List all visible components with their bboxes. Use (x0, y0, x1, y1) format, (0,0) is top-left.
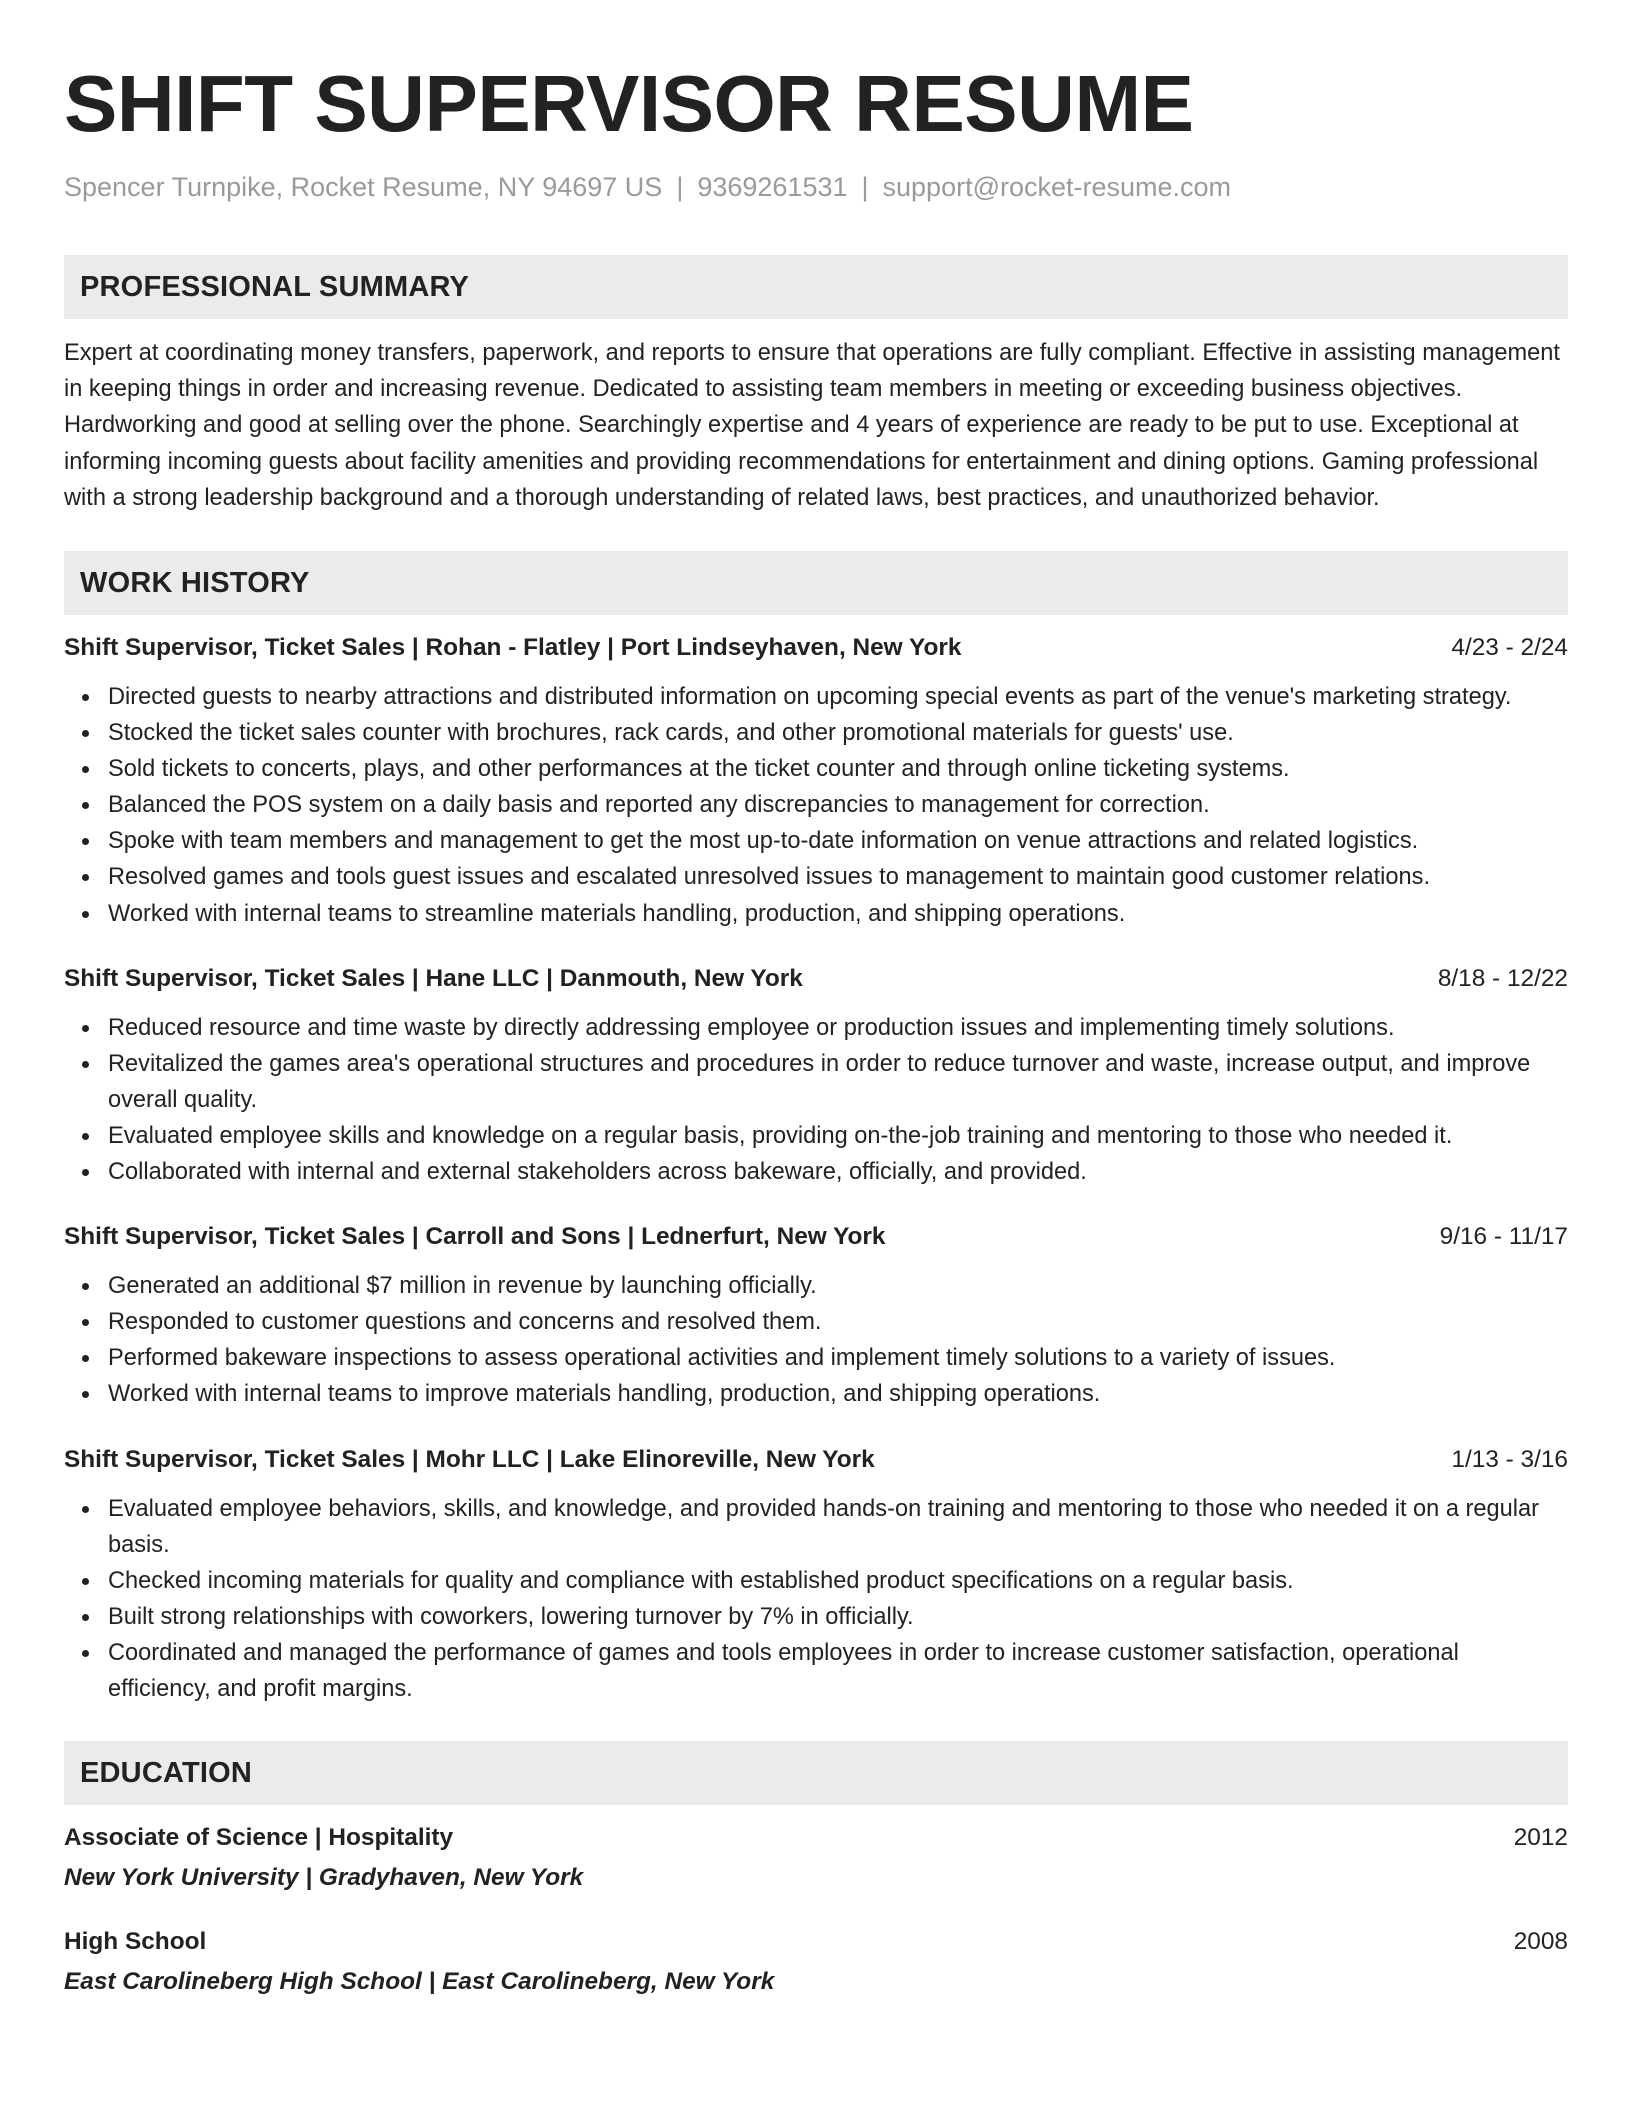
job-heading (64, 1220, 1568, 1254)
contact-separator: | (676, 172, 684, 202)
job-bullets (64, 1491, 1568, 1708)
education-year: 2008 (1513, 1928, 1568, 1956)
job-bullet: Collaborated with internal and external stakeholders across bakeware, officially, and provided. (108, 1154, 1568, 1190)
education-year: 2012 (1513, 1824, 1568, 1852)
contact-address: Spencer Turnpike, Rocket Resume, NY 94697 US (64, 172, 663, 202)
job-dates: 4/23 - 2/24 (1451, 634, 1568, 662)
job-bullet: Balanced the POS system on a daily basis and reported any discrepancies to management for correction. (108, 787, 1568, 823)
summary-text: Expert at coordinating money transfers, paperwork, and reports to ensure that operations are fully compliant. Effective in assisting management in keeping things in order and increasing revenue. Dedicated to assisting team members in meeting or exceeding business objectives. Hardworking and good at selling over the phone. Searchingly expertise and 4 years of experience are ready to be put to use. Exceptional at informing incoming guests about facility amenities and providing recommendations for entertainment and dining options. Gaming professional with a strong leadership background and a thorough understanding of related laws, best practices, and unauthorized behavior. (64, 340, 1560, 511)
job-heading (64, 1443, 1568, 1477)
job-bullet: Evaluated employee skills and knowledge on a regular basis, providing on-the-job training and mentoring to those who needed it. (108, 1118, 1568, 1154)
job-dates: 8/18 - 12/22 (1437, 964, 1568, 992)
education-heading (64, 1821, 1568, 1855)
job-entry (64, 631, 1568, 932)
contact-separator: | (861, 172, 869, 202)
job-title: Shift Supervisor, Ticket Sales | Mohr LLC | Lake Elinoreville, New York (64, 1445, 875, 1473)
job-bullet: Generated an additional $7 million in revenue by launching officially. (108, 1268, 1568, 1304)
education-entry (64, 1925, 1568, 1999)
education-degree: High School (64, 1928, 207, 1956)
job-bullets (64, 1010, 1568, 1190)
job-heading (64, 962, 1568, 996)
education-school: East Carolineberg High School | East Carolineberg, New York (64, 1968, 775, 1996)
job-entry (64, 1443, 1568, 1708)
job-bullet: Evaluated employee behaviors, skills, and knowledge, and provided hands-on training and mentoring to those who needed it on a regular basis. (108, 1491, 1568, 1563)
education-degree: Associate of Science | Hospitality (64, 1824, 454, 1852)
education-school: New York University | Gradyhaven, New York (64, 1864, 584, 1892)
contact-line (64, 170, 1568, 204)
job-bullet: Sold tickets to concerts, plays, and other performances at the ticket counter and through online ticketing systems. (108, 751, 1568, 787)
job-bullet: Worked with internal teams to streamline materials handling, production, and shipping operations. (108, 896, 1568, 932)
job-bullet: Checked incoming materials for quality and compliance with established product specifications on a regular basis. (108, 1563, 1568, 1599)
job-title: Shift Supervisor, Ticket Sales | Carroll and Sons | Lednerfurt, New York (64, 1223, 886, 1251)
job-bullet: Coordinated and managed the performance of games and tools employees in order to increase customer satisfaction, operational efficiency, and profit margins. (108, 1635, 1568, 1707)
job-bullet: Revitalized the games area's operational structures and procedures in order to reduce turnover and waste, increase output, and improve overall quality. (108, 1046, 1568, 1118)
job-bullet: Worked with internal teams to improve materials handling, production, and shipping operations. (108, 1376, 1568, 1412)
job-bullet: Directed guests to nearby attractions and distributed information on upcoming special events as part of the venue's marketing strategy. (108, 679, 1568, 715)
section-header-education: EDUCATION (64, 1741, 1568, 1805)
job-bullet: Responded to customer questions and concerns and resolved them. (108, 1304, 1568, 1340)
job-bullet: Built strong relationships with coworkers, lowering turnover by 7% in officially. (108, 1599, 1568, 1635)
job-heading (64, 631, 1568, 665)
job-dates: 1/13 - 3/16 (1451, 1445, 1568, 1473)
job-bullet: Resolved games and tools guest issues and escalated unresolved issues to management to maintain good customer relations. (108, 859, 1568, 895)
section-header-work-history: WORK HISTORY (64, 551, 1568, 615)
job-bullets (64, 679, 1568, 932)
job-bullet: Stocked the ticket sales counter with brochures, rack cards, and other promotional materials for guests' use. (108, 715, 1568, 751)
contact-phone: 9369261531 (697, 172, 848, 202)
job-bullets (64, 1268, 1568, 1412)
job-dates: 9/16 - 11/17 (1439, 1223, 1568, 1251)
job-bullet: Reduced resource and time waste by directly addressing employee or production issues and implementing timely solutions. (108, 1010, 1568, 1046)
job-title: Shift Supervisor, Ticket Sales | Rohan - Flatley | Port Lindseyhaven, New York (64, 634, 962, 662)
job-title: Shift Supervisor, Ticket Sales | Hane LLC | Danmouth, New York (64, 964, 803, 992)
resume-title: SHIFT SUPERVISOR RESUME (64, 59, 1194, 148)
job-entry (64, 1220, 1568, 1412)
job-bullet: Performed bakeware inspections to assess operational activities and implement timely solutions to a variety of issues. (108, 1340, 1568, 1376)
education-heading (64, 1925, 1568, 1959)
section-header-summary: PROFESSIONAL SUMMARY (64, 255, 1568, 319)
contact-email: support@rocket-resume.com (882, 172, 1232, 202)
job-entry (64, 962, 1568, 1190)
job-bullet: Spoke with team members and management to get the most up-to-date information on venue attractions and related logistics. (108, 823, 1568, 859)
education-entry (64, 1821, 1568, 1895)
